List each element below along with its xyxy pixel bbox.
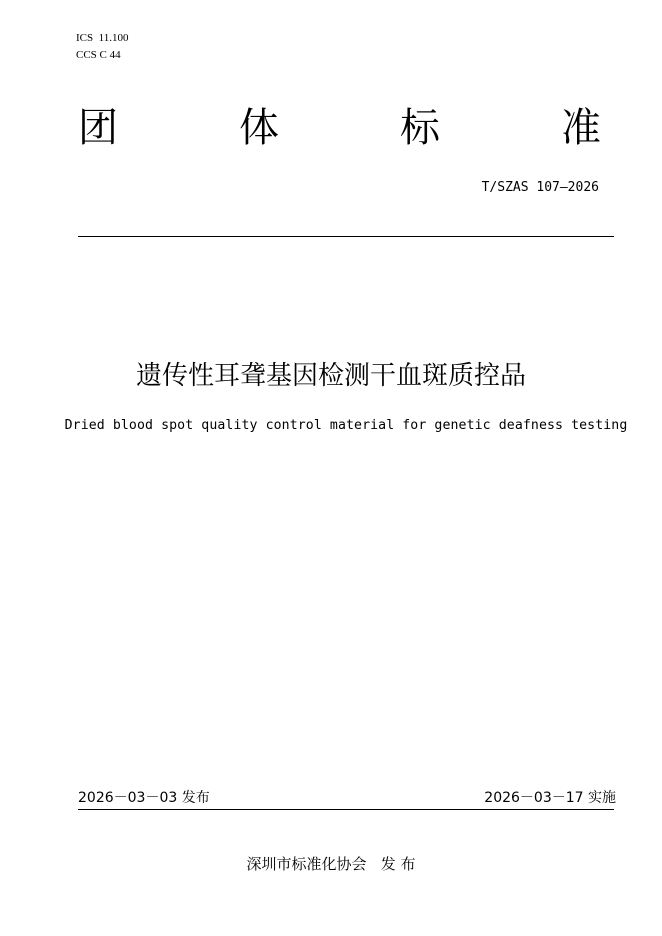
footer-divider	[78, 809, 614, 810]
standard-number: T/SZAS 107—2026	[481, 180, 599, 195]
title-english: Dried blood spot quality control material for genetic deafness testing	[64, 418, 628, 433]
implement-date: 2026－03－17 实施	[484, 790, 616, 806]
standard-type-char-4: 准	[561, 105, 601, 151]
standard-type-char-3: 标	[400, 105, 440, 151]
ics-code: ICS 11.100	[76, 32, 129, 44]
ccs-code: CCS C 44	[76, 49, 121, 61]
publish-date: 2026－03－03 发布	[78, 790, 210, 806]
standard-type-char-1: 团	[78, 105, 118, 151]
publisher: 深圳市标准化协会 发 布	[246, 855, 416, 873]
title-chinese: 遗传性耳聋基因检测干血斑质控品	[135, 361, 526, 391]
standard-type-char-2: 体	[239, 105, 279, 151]
header-divider	[78, 236, 614, 237]
